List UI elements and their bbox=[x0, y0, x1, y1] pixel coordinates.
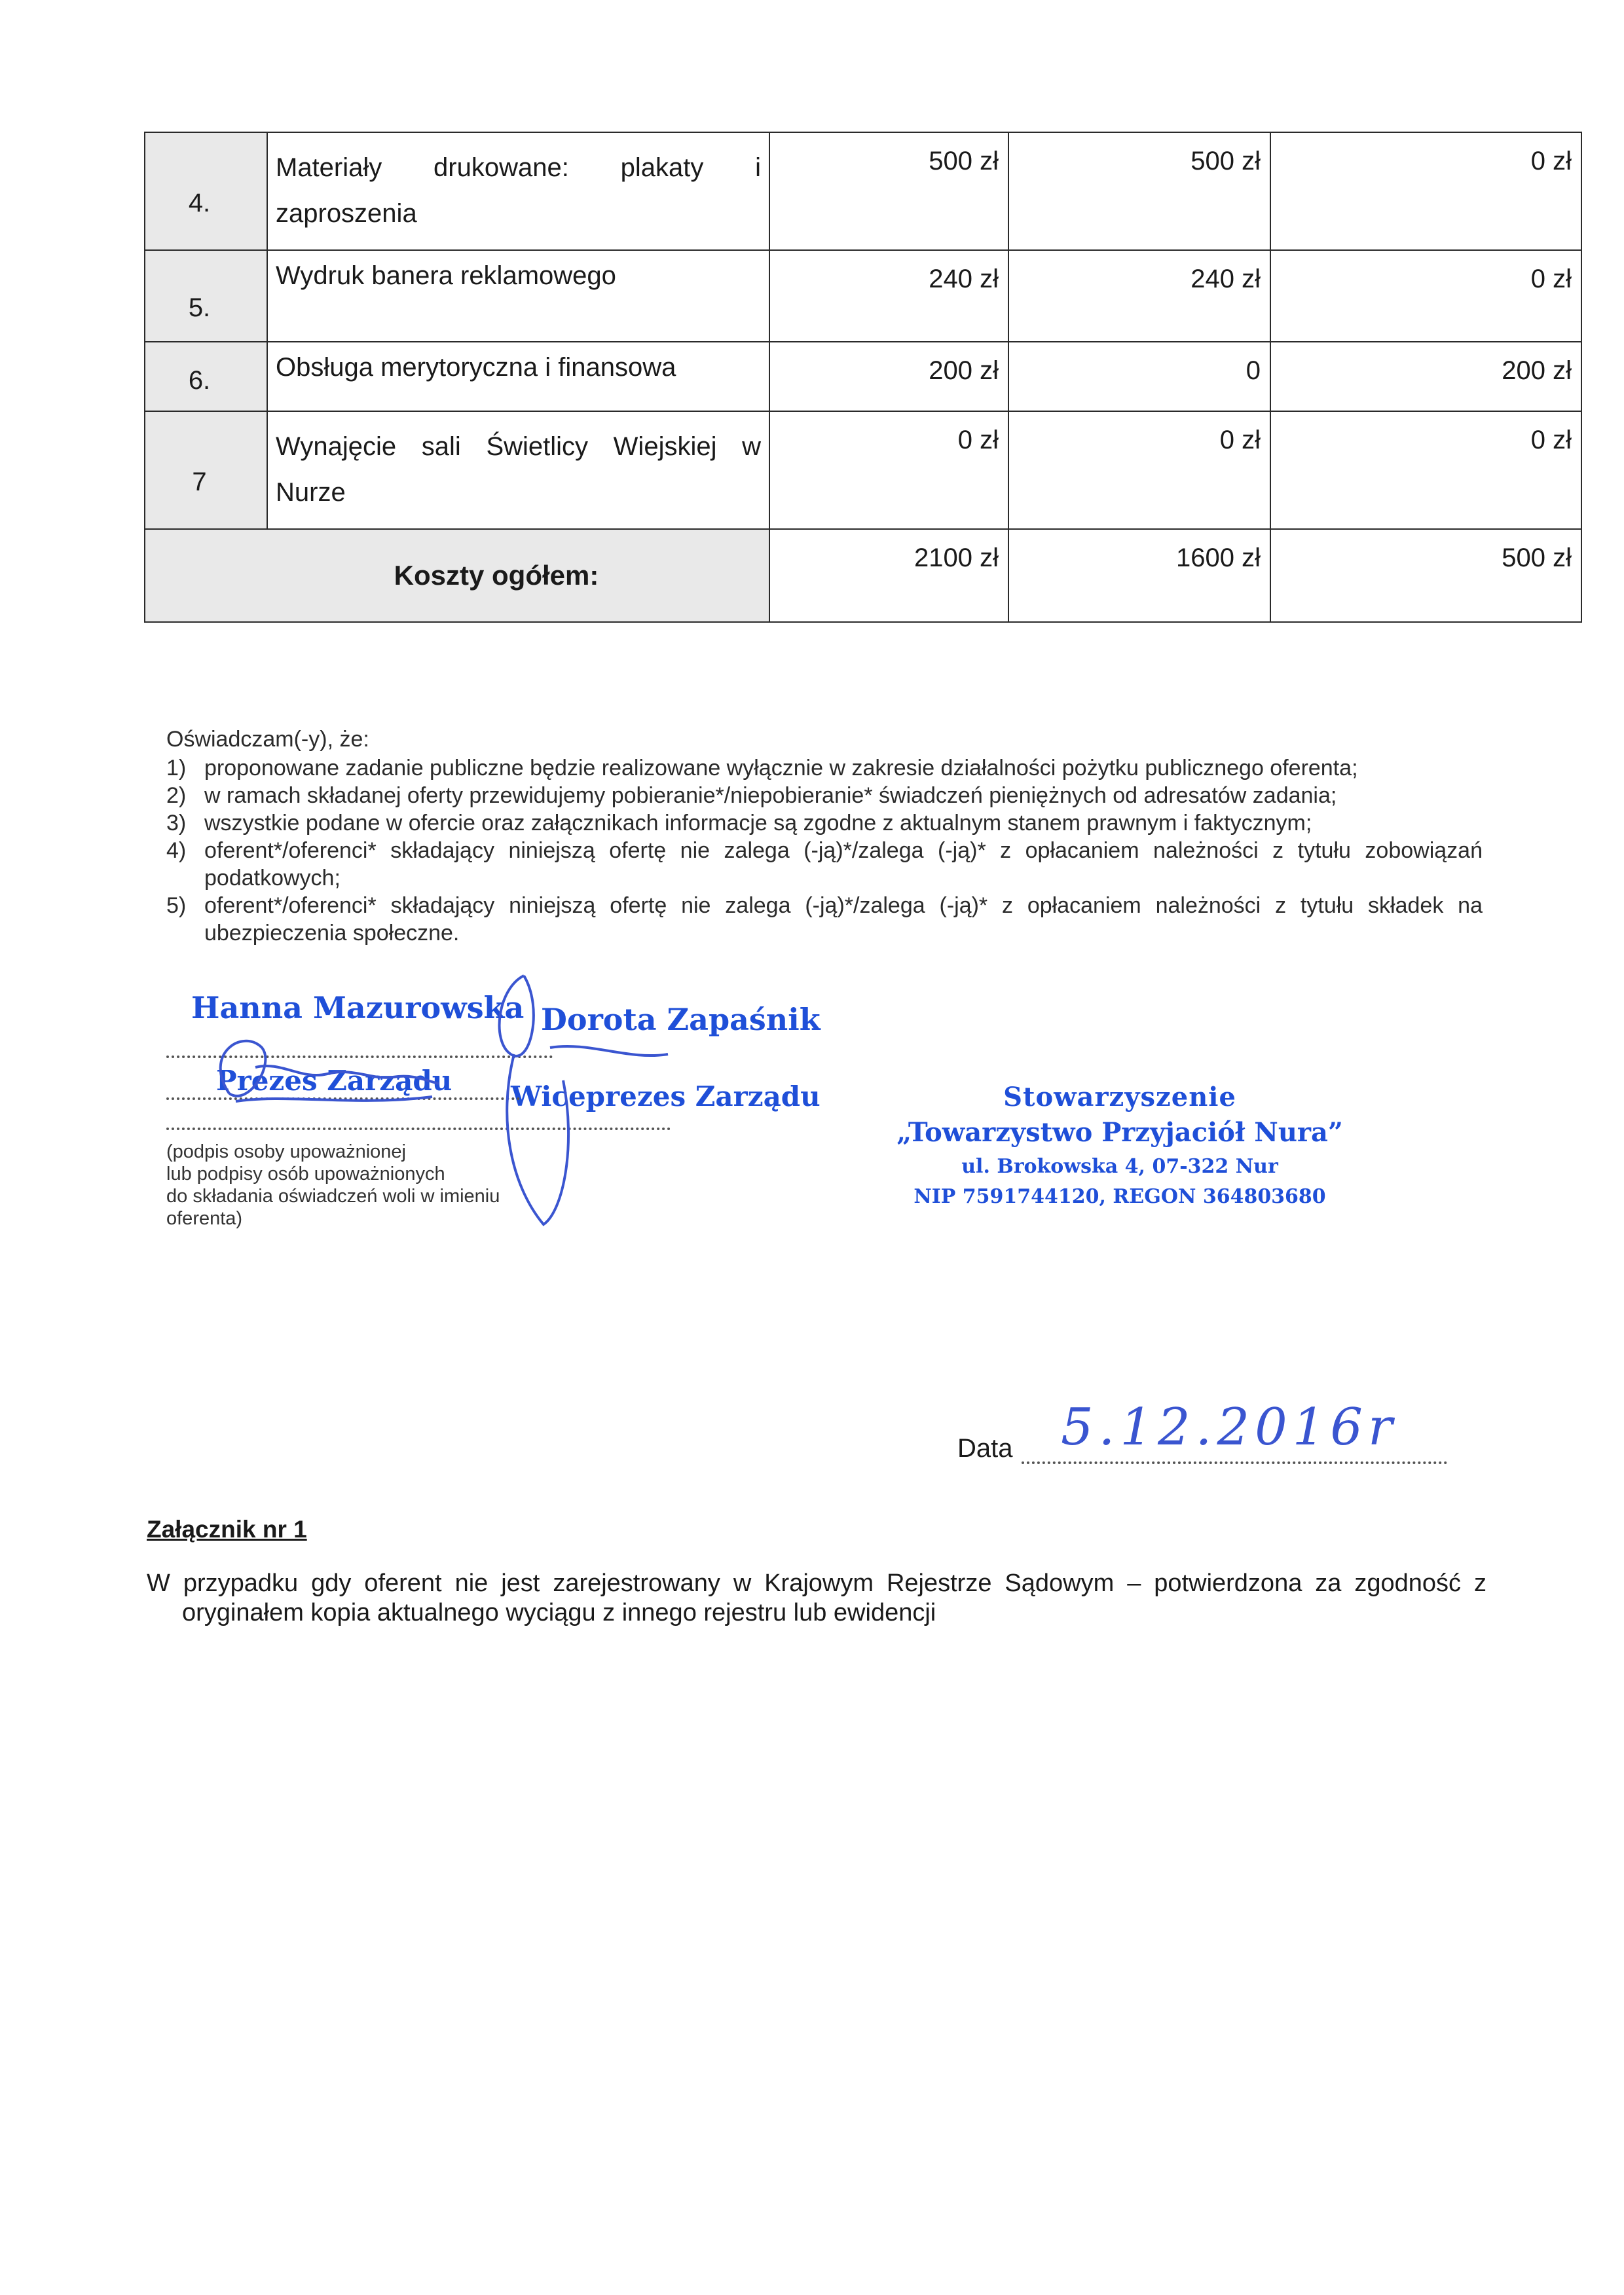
row-own-cost: 0 zł bbox=[1270, 250, 1581, 342]
table-row bbox=[145, 342, 1581, 411]
row-number: 7 bbox=[145, 411, 267, 529]
row-description: Materiały drukowane: plakaty i zaproszenia bbox=[267, 132, 769, 250]
cost-table bbox=[144, 132, 1582, 623]
summary-grant-cost: 1600 zł bbox=[1008, 529, 1270, 622]
row-total-cost: 240 zł bbox=[769, 250, 1008, 342]
declaration-item: 1) proponowane zadanie publiczne będzie realizowane wyłącznie w zakresie działalności pożytku publicznego oferenta; bbox=[166, 756, 1358, 780]
table-row bbox=[145, 132, 1581, 250]
organization-stamp bbox=[877, 1080, 1362, 1211]
org-stamp-line: Stowarzyszenie bbox=[1003, 1082, 1236, 1112]
declaration-title: Oświadczam(-y), że: bbox=[166, 727, 369, 752]
row-own-cost: 200 zł bbox=[1270, 342, 1581, 411]
org-stamp-line: ul. Brokowska 4, 07-322 Nur bbox=[961, 1155, 1278, 1178]
attachment-title: Załącznik nr 1 bbox=[147, 1516, 307, 1543]
row-description: Wydruk banera reklamowego bbox=[267, 250, 769, 342]
row-description: Obsługa merytoryczna i finansowa bbox=[267, 342, 769, 411]
row-grant-cost: 0 bbox=[1008, 342, 1270, 411]
declaration-item: 4) oferent*/oferenci* składający niniejszą ofertę nie zalega (-ją)*/zalega (-ją)* z opłacaniem należności z tytułu zobowiązań podatkowych; bbox=[166, 838, 1483, 890]
attachment-text-line: oryginałem kopia aktualnego wyciągu z innego rejestru lub ewidencji bbox=[182, 1599, 936, 1626]
stamp-left-role: Prezes Zarządu bbox=[216, 1065, 452, 1097]
date-value: 5.12.2016r bbox=[1061, 1398, 1398, 1457]
date-line bbox=[1022, 1461, 1447, 1464]
row-grant-cost: 240 zł bbox=[1008, 250, 1270, 342]
declaration bbox=[166, 725, 1483, 947]
declaration-item: 5) oferent*/oferenci* składający niniejszą ofertę nie zalega (-ją)*/zalega (-ją)* z opłacaniem należności z tytułu składek na ubezpieczenia społeczne. bbox=[166, 893, 1483, 946]
row-number: 4. bbox=[145, 132, 267, 250]
stamp-left-name: Hanna Mazurowska bbox=[191, 990, 525, 1025]
summary-own-cost: 500 zł bbox=[1270, 529, 1581, 622]
row-number: 5. bbox=[145, 250, 267, 342]
row-grant-cost: 500 zł bbox=[1008, 132, 1270, 250]
declaration-item: 2) w ramach składanej oferty przewidujemy pobieranie*/niepobieranie* świadczeń pieniężnych od adresatów zadania; bbox=[166, 783, 1337, 808]
summary-total-cost: 2100 zł bbox=[769, 529, 1008, 622]
table-row bbox=[145, 250, 1581, 342]
row-own-cost: 0 zł bbox=[1270, 411, 1581, 529]
declaration-list bbox=[166, 754, 1483, 947]
summary-row bbox=[145, 529, 1581, 622]
row-own-cost: 0 zł bbox=[1270, 132, 1581, 250]
table-row bbox=[145, 411, 1581, 529]
attachment-text-line: W przypadku gdy oferent nie jest zarejestrowany w Krajowym Rejestrze Sądowym – potwierdzona za zgodność z bbox=[147, 1570, 1486, 1597]
declaration-item: 3) wszystkie podane w ofercie oraz załącznikach informacje są zgodne z aktualnym stanem prawnym i faktycznym; bbox=[166, 811, 1312, 835]
stamp-right-role: Wiceprezes Zarządu bbox=[511, 1080, 821, 1112]
row-total-cost: 0 zł bbox=[769, 411, 1008, 529]
row-description: Wynajęcie sali Świetlicy Wiejskiej w Nurze bbox=[267, 411, 769, 529]
stamp-right-name: Dorota Zapaśnik bbox=[541, 1002, 821, 1037]
org-stamp-line: „Towarzystwo Przyjaciół Nura” bbox=[896, 1117, 1343, 1148]
row-total-cost: 200 zł bbox=[769, 342, 1008, 411]
date-label: Data bbox=[957, 1434, 1013, 1463]
signature-caption: (podpis osoby upoważnionej lub podpisy osób upoważnionych do składania oświadczeń woli w imieniu oferenta) bbox=[166, 1141, 500, 1229]
row-grant-cost: 0 zł bbox=[1008, 411, 1270, 529]
org-stamp-line: NIP 7591744120, REGON 364803680 bbox=[913, 1185, 1326, 1208]
row-total-cost: 500 zł bbox=[769, 132, 1008, 250]
attachment-text bbox=[147, 1569, 1486, 1628]
row-number: 6. bbox=[145, 342, 267, 411]
total-costs-label: Koszty ogółem: bbox=[145, 529, 769, 622]
